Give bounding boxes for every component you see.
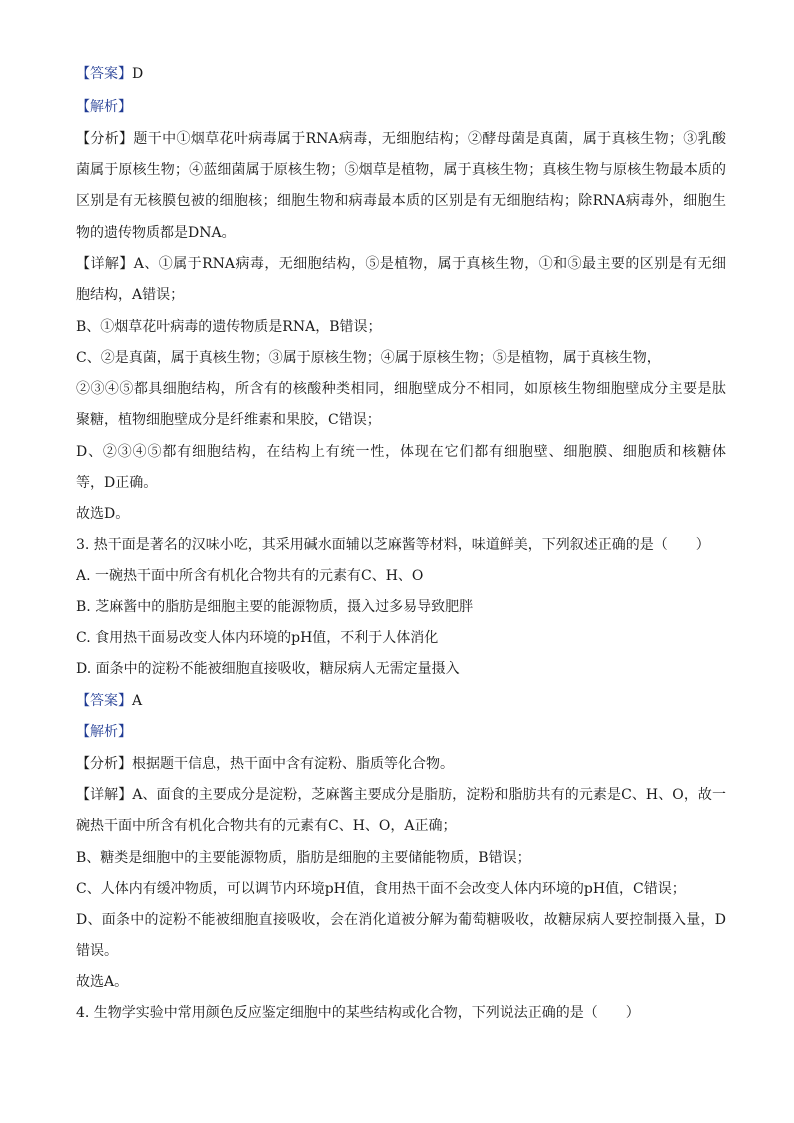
q2-option-d-line-1: D、②③④⑤都有细胞结构，在结构上有统一性，体现在它们都有细胞壁、细胞膜、细胞质和核糖体 <box>76 444 726 460</box>
q3-option-c-explain: C、人体内有缓冲物质，可以调节内环境pH值，食用热干面不会改变人体内环境的pH值，C错误； <box>76 881 686 897</box>
q2-option-d-line-2: 等，D正确。 <box>76 475 158 491</box>
q3-fenxi-line-1 <box>76 749 726 780</box>
q2-fenxi-line-3: 区别是有无核膜包被的细胞核；细胞生物和病毒最本质的区别是有无细胞结构；除RNA病毒外，细胞生 <box>76 193 726 209</box>
q3-answer <box>76 686 726 717</box>
q3-option-b-explain: B、糖类是细胞中的主要能源物质，脂肪是细胞的主要储能物质，B错误； <box>76 850 531 866</box>
q2-fenxi-line-1 <box>76 124 726 155</box>
fenxi-text: 根据题干信息，热干面中含有淀粉、脂质等化合物。 <box>132 756 454 772</box>
answer-tag: 【答案】 <box>76 693 132 709</box>
q2-xiangjie-line-1 <box>76 249 726 280</box>
fenxi-tag: 【分析】 <box>76 131 134 147</box>
q2-analysis-heading <box>76 92 726 123</box>
xiangjie-tag: 【详解】 <box>76 787 133 803</box>
analysis-heading: 【解析】 <box>76 724 132 740</box>
q3-xiangjie-line-2: 碗热干面中所含有机化合物共有的元素有C、H、O，A正确； <box>76 818 457 834</box>
q3-option-b: B. 芝麻酱中的脂肪是细胞主要的能源物质，摄入过多易导致肥胖 <box>76 599 474 615</box>
fenxi-tag: 【分析】 <box>76 756 132 772</box>
q3-option-d-line-1: D、面条中的淀粉不能被细胞直接吸收，会在消化道被分解为葡萄糖吸收，故糖尿病人要控制摄入量，D <box>76 912 726 928</box>
q3-xiangjie-line-1 <box>76 780 726 811</box>
q2-option-c-line-1: C、②是真菌，属于真核生物；③属于原核生物；④属于原核生物；⑤是植物，属于真核生物， <box>76 350 661 366</box>
q2-conclusion: 故选D。 <box>76 506 130 522</box>
answer-tag: 【答案】 <box>76 66 132 82</box>
q2-fenxi-line-2: 菌属于原核生物；④蓝细菌属于原核生物；⑤烟草是植物，属于真核生物；真核生物与原核生物最本质的 <box>76 162 726 178</box>
q4-stem: 4. 生物学实验中常用颜色反应鉴定细胞中的某些结构或化合物，下列说法正确的是（ ） <box>76 1005 640 1021</box>
q3-stem: 3. 热干面是著名的汉味小吃，其采用碱水面辅以芝麻酱等材料，味道鲜美，下列叙述正确的是（ ） <box>76 537 710 553</box>
q2-xiangjie-line-2: 胞结构，A错误； <box>76 287 185 303</box>
fenxi-text: 题干中①烟草花叶病毒属于RNA病毒，无细胞结构；②酵母菌是真菌，属于真核生物；③乳酸 <box>133 131 726 147</box>
answer-value: D <box>132 66 144 82</box>
q2-option-c-line-2: ②③④⑤都具细胞结构，所含有的核酸种类相同，细胞壁成分不相同，如原核生物细胞壁成分主要是肽 <box>76 381 726 397</box>
xiangjie-text: A、①属于RNA病毒，无细胞结构，⑤是植物，属于真核生物，①和⑤最主要的区别是有无细 <box>133 256 726 272</box>
answer-value: A <box>132 693 143 709</box>
q3-analysis-heading <box>76 717 726 748</box>
q3-option-d: D. 面条中的淀粉不能被细胞直接吸收，糖尿病人无需定量摄入 <box>76 661 460 677</box>
q3-conclusion: 故选A。 <box>76 974 129 990</box>
q2-option-b-explain: B、①烟草花叶病毒的遗传物质是RNA，B错误； <box>76 319 382 335</box>
q3-option-a: A. 一碗热干面中所含有机化合物共有的元素有C、H、O <box>76 568 424 584</box>
q3-option-d-line-2: 错误。 <box>76 943 118 959</box>
xiangjie-tag: 【详解】 <box>76 256 134 272</box>
q3-option-c: C. 食用热干面易改变人体内环境的pH值，不利于人体消化 <box>76 630 439 646</box>
q2-fenxi-line-4: 物的遗传物质都是DNA。 <box>76 225 236 241</box>
q2-answer <box>76 59 726 90</box>
analysis-heading: 【解析】 <box>76 99 132 115</box>
q2-option-c-line-3: 聚糖，植物细胞壁成分是纤维素和果胶，C错误； <box>76 412 381 428</box>
xiangjie-text: A、面食的主要成分是淀粉，芝麻酱主要成分是脂肪，淀粉和脂肪共有的元素是C、H、O，故一 <box>132 787 726 803</box>
